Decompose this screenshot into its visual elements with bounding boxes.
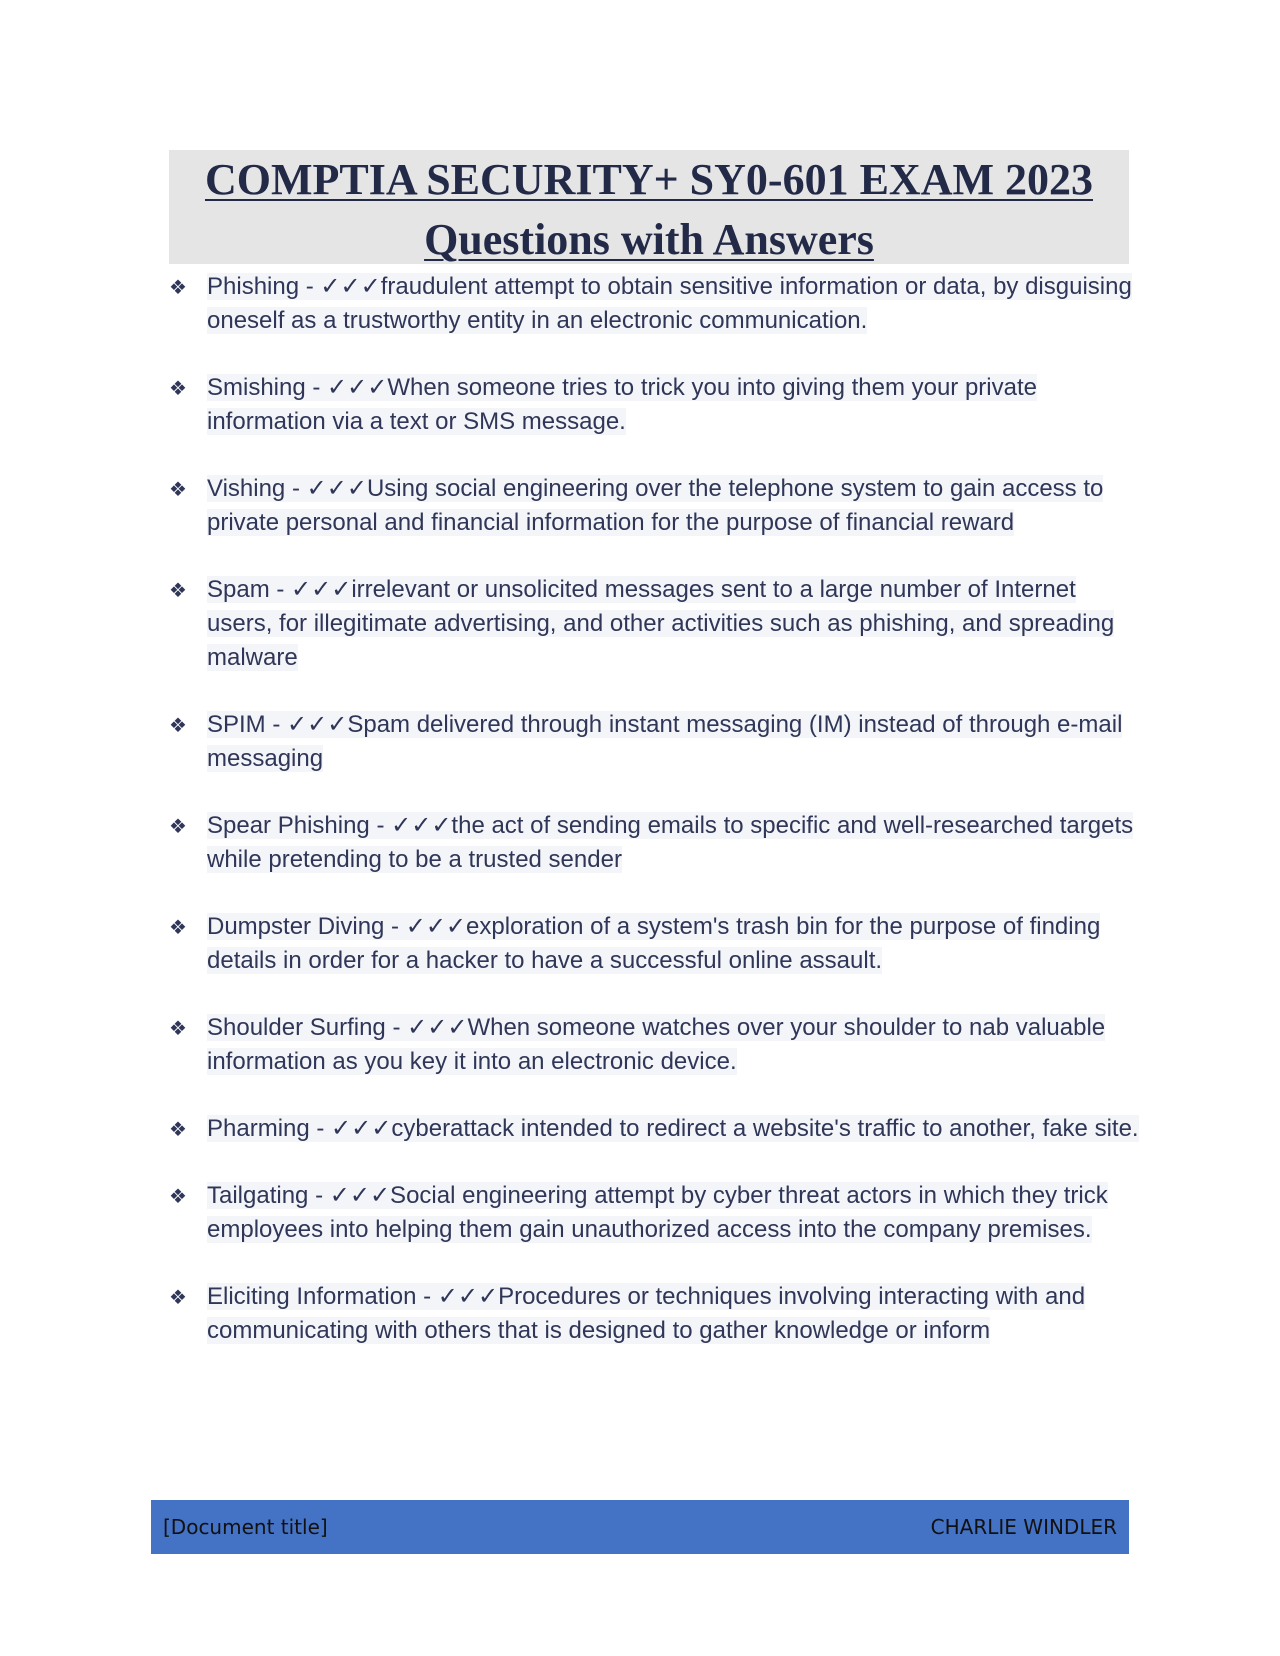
list-item — [169, 1179, 1139, 1247]
footer-document-title: [Document title] — [163, 1515, 328, 1539]
four-diamond-bullet-icon: ❖ — [169, 275, 187, 299]
list-item — [169, 472, 1139, 540]
list-item-text: Tailgating - ✓✓✓Social engineering attempt by cyber threat actors in which they trick employees into helping them gain unauthorized access into the company premises. — [207, 1182, 1108, 1243]
definition-list — [169, 270, 1139, 1381]
list-item-text: Pharming - ✓✓✓cyberattack intended to redirect a website's traffic to another, fake site. — [207, 1115, 1139, 1142]
four-diamond-bullet-icon: ❖ — [169, 1117, 187, 1141]
four-diamond-bullet-icon: ❖ — [169, 477, 187, 501]
list-item-text: Phishing - ✓✓✓fraudulent attempt to obtain sensitive information or data, by disguising oneself as a trustworthy entity in an electronic communication. — [207, 273, 1132, 334]
document-title: COMPTIA SECURITY+ SY0-601 EXAM 2023 — [204, 155, 1093, 204]
four-diamond-bullet-icon: ❖ — [169, 376, 187, 400]
list-item-text: Spam - ✓✓✓irrelevant or unsolicited messages sent to a large number of Internet users, for illegitimate advertising, and other activities such as phishing, and spreading malware — [207, 576, 1115, 671]
four-diamond-bullet-icon: ❖ — [169, 1016, 187, 1040]
list-item — [169, 809, 1139, 877]
four-diamond-bullet-icon: ❖ — [169, 578, 187, 602]
document-title-block — [169, 150, 1129, 264]
list-item-text: SPIM - ✓✓✓Spam delivered through instant messaging (IM) instead of through e-mail messaging — [207, 711, 1123, 772]
list-item-text: Dumpster Diving - ✓✓✓exploration of a system's trash bin for the purpose of finding details in order for a hacker to have a successful online assault. — [207, 913, 1101, 974]
list-item-text: Vishing - ✓✓✓Using social engineering over the telephone system to gain access to private personal and financial information for the purpose of financial reward — [207, 475, 1104, 536]
four-diamond-bullet-icon: ❖ — [169, 1285, 187, 1309]
list-item — [169, 573, 1139, 675]
four-diamond-bullet-icon: ❖ — [169, 1184, 187, 1208]
four-diamond-bullet-icon: ❖ — [169, 713, 187, 737]
list-item — [169, 910, 1139, 978]
four-diamond-bullet-icon: ❖ — [169, 915, 187, 939]
list-item-text: Spear Phishing - ✓✓✓the act of sending emails to specific and well-researched targets while pretending to be a trusted sender — [207, 812, 1134, 873]
footer-author: CHARLIE WINDLER — [930, 1515, 1117, 1539]
list-item — [169, 270, 1139, 338]
list-item-text: Smishing - ✓✓✓When someone tries to trick you into giving them your private information via a text or SMS message. — [207, 374, 1037, 435]
list-item-text: Shoulder Surfing - ✓✓✓When someone watches over your shoulder to nab valuable information as you key it into an electronic device. — [207, 1014, 1106, 1075]
list-item — [169, 1112, 1139, 1146]
list-item — [169, 1280, 1139, 1348]
page-footer — [151, 1500, 1129, 1554]
four-diamond-bullet-icon: ❖ — [169, 814, 187, 838]
list-item — [169, 1011, 1139, 1079]
document-subtitle: Questions with Answers — [424, 215, 874, 264]
list-item — [169, 708, 1139, 776]
list-item-text: Eliciting Information - ✓✓✓Procedures or techniques involving interacting with and communicating with others that is designed to gather knowledge or inform — [207, 1283, 1086, 1344]
list-item — [169, 371, 1139, 439]
